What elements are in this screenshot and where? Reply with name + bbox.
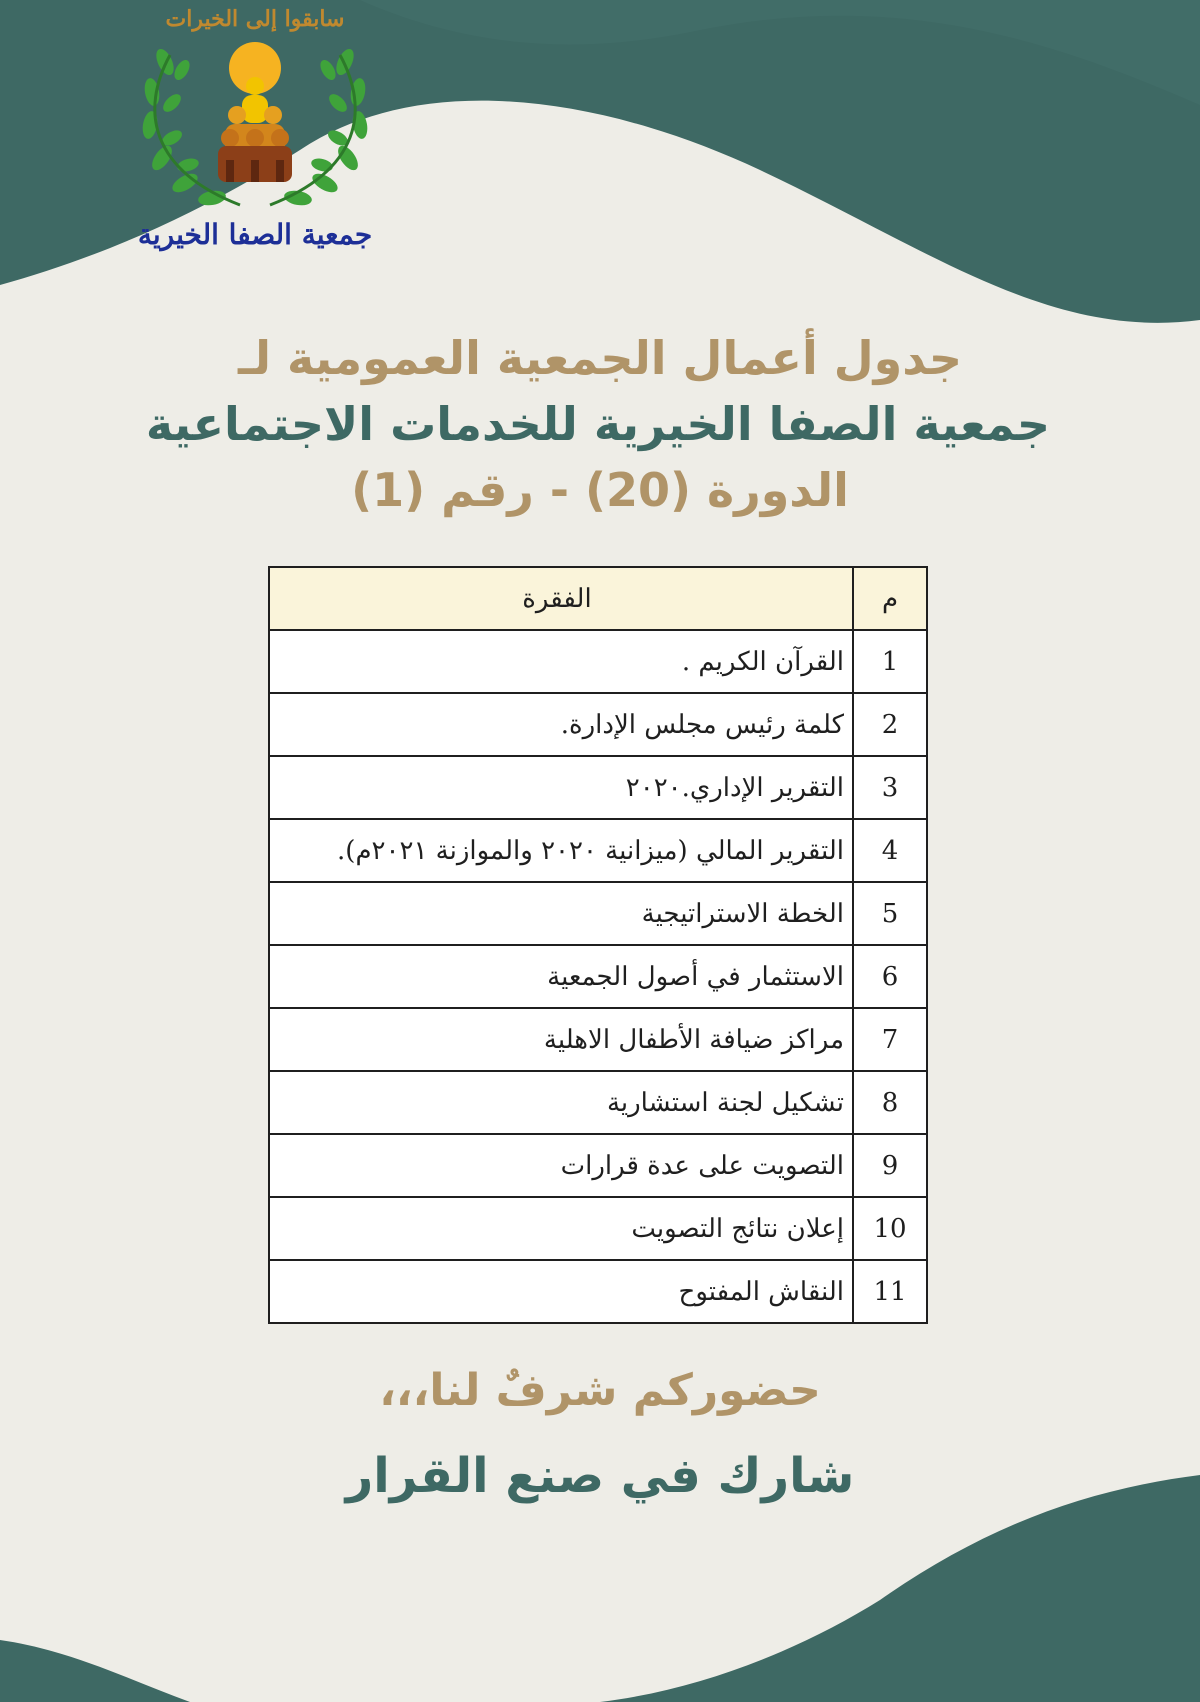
- laurel-left-icon: [141, 46, 227, 207]
- table-row: [269, 630, 927, 693]
- row-number: 8: [853, 1071, 927, 1134]
- table-row: [269, 756, 927, 819]
- table-row: [269, 1008, 927, 1071]
- organization-logo: [130, 0, 380, 270]
- row-number: 5: [853, 882, 927, 945]
- table-row: [269, 819, 927, 882]
- agenda-table: [268, 566, 928, 1324]
- title-line-1: جدول أعمال الجمعية العمومية لـ: [237, 331, 962, 385]
- row-number: 3: [853, 756, 927, 819]
- row-item: التقرير الإداري.٢٠٢٠: [269, 756, 853, 819]
- row-number: 6: [853, 945, 927, 1008]
- row-item: مراكز ضيافة الأطفال الاهلية: [269, 1008, 853, 1071]
- header-number: م: [853, 567, 927, 630]
- row-number: 9: [853, 1134, 927, 1197]
- title-line-3: الدورة (20) - رقم (1): [351, 463, 849, 517]
- table-row: [269, 693, 927, 756]
- table-row: [269, 1071, 927, 1134]
- table-row: [269, 1260, 927, 1323]
- row-item: إعلان نتائج التصويت: [269, 1197, 853, 1260]
- logo-organization-name: جمعية الصفا الخيرية: [137, 218, 373, 251]
- page-title: [145, 325, 1050, 523]
- closing-line-1: حضوركم شرفٌ لنا،،،: [379, 1365, 821, 1416]
- row-number: 10: [853, 1197, 927, 1260]
- row-item: كلمة رئيس مجلس الإدارة.: [269, 693, 853, 756]
- row-item: الخطة الاستراتيجية: [269, 882, 853, 945]
- title-line-2: جمعية الصفا الخيرية للخدمات الاجتماعية: [145, 397, 1050, 451]
- header-item: الفقرة: [269, 567, 853, 630]
- row-number: 2: [853, 693, 927, 756]
- laurel-right-icon: [283, 46, 369, 207]
- table-row: [269, 1134, 927, 1197]
- table-row: [269, 945, 927, 1008]
- row-item: النقاش المفتوح: [269, 1260, 853, 1323]
- row-number: 7: [853, 1008, 927, 1071]
- row-number: 1: [853, 630, 927, 693]
- row-item: القرآن الكريم .: [269, 630, 853, 693]
- row-item: التصويت على عدة قرارات: [269, 1134, 853, 1197]
- table-header-row: [269, 567, 927, 630]
- table-row: [269, 882, 927, 945]
- row-number: 4: [853, 819, 927, 882]
- row-item: تشكيل لجنة استشارية: [269, 1071, 853, 1134]
- row-number: 11: [853, 1260, 927, 1323]
- table-row: [269, 1197, 927, 1260]
- people-figures-icon: [218, 77, 292, 182]
- row-item: التقرير المالي (ميزانية ٢٠٢٠ والموازنة ٢٠٢١م).: [269, 819, 853, 882]
- row-item: الاستثمار في أصول الجمعية: [269, 945, 853, 1008]
- logo-motto: سابقوا إلى الخيرات: [165, 6, 345, 32]
- closing-line-2: شارك في صنع القرار: [345, 1448, 855, 1504]
